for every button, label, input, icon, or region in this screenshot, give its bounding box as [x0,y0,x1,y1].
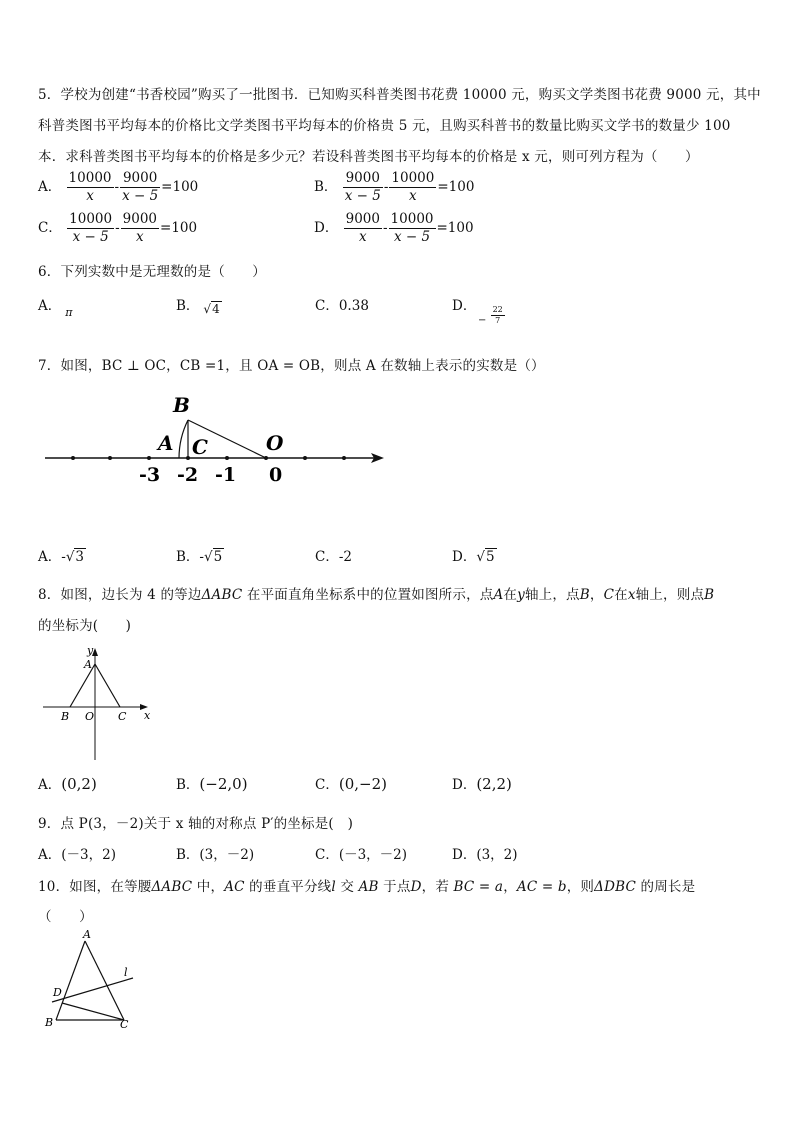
label-b: B [45,1016,54,1029]
q10-triangle-figure [40,928,150,1030]
tick-dot [108,456,112,460]
label-a: A [84,658,92,671]
tick-dot [342,456,346,460]
q7-option-b[interactable]: B．-√5 [176,549,223,565]
label-y: y [87,644,94,657]
q8-coordinate-figure [40,640,160,762]
fraction: $\frac{10000}{x - 5}$ [390,211,434,245]
segment-dc [62,1003,124,1020]
q10-stem-line1: 10．如图，在等腰ΔABC 中，AC 的垂直平分线l 交 AB 于点D，若 BC = a，AC = b，则ΔDBC 的周长是 [38,879,696,895]
q7-stem: 7．如图，BC ⊥ OC，CB =1，且 OA = OB，则点 A 在数轴上表示的实数是（） [38,358,545,374]
q10-stem-line2: （ ） [38,909,93,925]
label-c: C [120,1018,129,1030]
fraction: $\frac{10000}{x}$ [391,170,435,204]
q9-option-c[interactable]: C．(－3，－2) [315,847,408,863]
q6-option-d[interactable]: D． [452,298,477,314]
q5-option-b[interactable]: B． $\frac{9000}{x - 5}$ - $\frac{10000}{x}$ =100 [314,170,475,204]
fraction: $\frac{9000}{x - 5}$ [122,170,159,204]
tick-dot [303,456,307,460]
bisector-l [52,978,133,1002]
tick-label: -1 [215,464,237,486]
label-o: O [85,710,95,723]
q9-option-d[interactable]: D．(3，2) [452,847,518,863]
fraction: $\frac{10000}{x - 5}$ [69,211,113,245]
tick-dot [147,456,151,460]
label-x: x [144,709,151,722]
side-ac [95,664,120,707]
q5-option-d[interactable]: D． $\frac{9000}{x}$ - $\frac{10000}{x - 5}$ =100 [314,211,474,245]
arc-ab [179,420,188,458]
q6-option-c[interactable]: C．0.38 [315,298,369,314]
label-b: B [173,393,190,417]
q5-option-c[interactable]: C． $\frac{10000}{x - 5}$ - $\frac{9000}{x}$ =100 [38,211,198,245]
label-o: O [266,431,284,455]
q6-option-b[interactable]: B． √4 [176,298,220,316]
q6-option-a[interactable]: A． $_\pi$ [38,298,73,319]
fraction: $\frac{9000}{x - 5}$ [344,170,381,204]
tick-dot [71,456,75,460]
tick-dot [225,456,229,460]
q8-stem-line1: 8．如图，边长为 4 的等边ΔABC 在平面直角坐标系中的位置如图所示，点A在y轴上，点B，C在x轴上，则点B [38,587,715,603]
label-l: l [124,966,128,979]
q7-option-c[interactable]: C．-2 [315,549,352,565]
tick-label: -2 [177,464,199,486]
q8-option-b[interactable]: B．(−2,0) [176,775,248,793]
label-b: B [61,710,70,723]
q6-stem: 6．下列实数中是无理数的是（ ） [38,264,266,280]
q8-option-d[interactable]: D．(2,2) [452,775,512,793]
q8-option-c[interactable]: C．(0,−2) [315,775,387,793]
q9-stem: 9．点 P(3，－2)关于 x 轴的对称点 P′的坐标是( ) [38,816,354,832]
q8-option-a[interactable]: A．(0,2) [38,775,97,793]
fraction: $\frac{9000}{x}$ [122,211,158,245]
q8-stem-line2: 的坐标为( ) [38,618,132,634]
fraction: $\frac{9000}{x}$ [345,211,380,245]
label-c: C [118,710,127,723]
q5-stem-line3: 本．求科普类图书平均每本的价格是多少元？若设科普类图书平均每本的价格是 x 元，则可列方程为（ ） [38,149,699,165]
q5-stem-line1: 5．学校为创建“书香校园”购买了一批图书．已知购买科普类图书花费 10000 元，购买文学类图书花费 9000 元，其中 [38,87,761,103]
tick-label: -3 [139,464,161,486]
q5-option-a[interactable]: A． $\frac{10000}{x}$ - $\frac{9000}{x - 5}$ =100 [38,170,199,204]
label-d: D [53,986,62,999]
q7-option-d[interactable]: D．√5 [452,549,495,565]
label-a: A [158,431,174,455]
q5-stem-line2: 科普类图书平均每本的价格比文学类图书平均每本的价格贵 5 元，且购买科普书的数量比购买文学书的数量少 100 [38,118,731,134]
side-ac [85,941,124,1020]
q7-number-line-figure [40,390,390,490]
q6-option-d-value: − $\frac{22}{7}$ [478,305,503,326]
q9-option-a[interactable]: A．(－3，2) [38,847,116,863]
label-c: C [192,435,208,459]
q7-option-a[interactable]: A．-√3 [38,549,85,565]
q9-option-b[interactable]: B．(3，－2) [176,847,255,863]
tick-label: 0 [269,464,283,486]
label-a: A [83,928,91,941]
fraction: $\frac{22}{7}$ [492,305,503,325]
fraction: $\frac{10000}{x}$ [68,170,112,204]
